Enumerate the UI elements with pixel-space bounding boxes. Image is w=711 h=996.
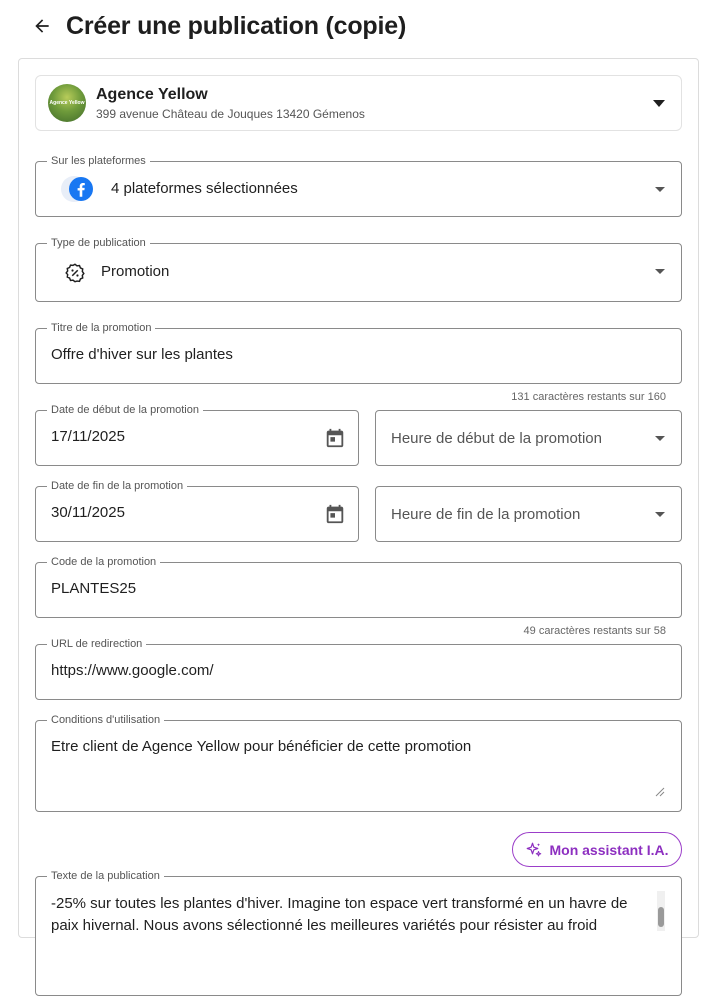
conditions-label: Conditions d'utilisation bbox=[47, 713, 164, 727]
conditions-value: Etre client de Agence Yellow pour bénéficier de cette promotion bbox=[51, 738, 472, 755]
ai-assistant-button[interactable] bbox=[512, 832, 682, 867]
location-avatar bbox=[48, 84, 86, 122]
location-dropdown-caret-icon[interactable] bbox=[653, 100, 665, 107]
post-type-label: Type de publication bbox=[47, 236, 150, 250]
promo-title-label: Titre de la promotion bbox=[47, 321, 155, 335]
post-text-textarea[interactable] bbox=[35, 870, 682, 996]
start-time-select[interactable] bbox=[375, 410, 682, 466]
promo-title-value: Offre d'hiver sur les plantes bbox=[51, 346, 233, 363]
facebook-icon bbox=[61, 175, 95, 203]
resize-handle-icon[interactable] bbox=[655, 787, 665, 797]
post-text-scroll-thumb[interactable] bbox=[658, 907, 664, 927]
sparkles-icon bbox=[525, 841, 543, 859]
calendar-icon[interactable] bbox=[324, 503, 346, 525]
end-date-field[interactable] bbox=[35, 480, 359, 542]
post-type-caret-icon bbox=[655, 269, 665, 274]
post-type-value: Promotion bbox=[101, 263, 170, 280]
promo-code-field[interactable] bbox=[35, 556, 682, 618]
back-arrow-icon[interactable] bbox=[28, 12, 56, 40]
conditions-textarea[interactable] bbox=[35, 714, 682, 812]
promo-code-value: PLANTES25 bbox=[51, 580, 137, 597]
post-type-select[interactable] bbox=[35, 237, 682, 302]
end-date-value: 30/11/2025 bbox=[51, 504, 125, 521]
end-time-placeholder: Heure de fin de la promotion bbox=[391, 506, 581, 523]
page-header bbox=[28, 8, 406, 44]
promo-code-label: Code de la promotion bbox=[47, 555, 160, 569]
location-name: Agence Yellow bbox=[96, 85, 208, 103]
location-selector[interactable] bbox=[35, 75, 682, 131]
start-date-field[interactable] bbox=[35, 404, 359, 466]
start-time-placeholder: Heure de début de la promotion bbox=[391, 430, 602, 447]
promo-code-counter: 49 caractères restants sur 58 bbox=[523, 625, 666, 637]
start-date-value: 17/11/2025 bbox=[51, 428, 125, 445]
promo-title-field[interactable] bbox=[35, 322, 682, 384]
platforms-label: Sur les plateformes bbox=[47, 154, 150, 168]
avatar-logo-text: Agence Yellow bbox=[49, 100, 85, 106]
start-date-label: Date de début de la promotion bbox=[47, 403, 203, 417]
ai-assistant-label: Mon assistant I.A. bbox=[549, 841, 669, 858]
end-time-select[interactable] bbox=[375, 486, 682, 542]
end-date-label: Date de fin de la promotion bbox=[47, 479, 187, 493]
discount-badge-icon bbox=[64, 262, 86, 284]
redirect-url-field[interactable] bbox=[35, 638, 682, 700]
redirect-url-value: https://www.google.com/ bbox=[51, 662, 214, 679]
end-time-caret-icon bbox=[655, 512, 665, 517]
promo-title-counter: 131 caractères restants sur 160 bbox=[511, 391, 666, 403]
start-time-caret-icon bbox=[655, 436, 665, 441]
post-text-label: Texte de la publication bbox=[47, 869, 164, 883]
calendar-icon[interactable] bbox=[324, 427, 346, 449]
post-text-value: -25% sur toutes les plantes d'hiver. Imagine ton espace vert transformé en un havre de paix hivernal. Nous avons sélectionné les meilleures variétés pour résister au froid bbox=[51, 895, 628, 934]
page-title: Créer une publication (copie) bbox=[66, 11, 407, 40]
platforms-caret-icon bbox=[655, 187, 665, 192]
platforms-value: 4 plateformes sélectionnées bbox=[111, 180, 298, 197]
redirect-url-label: URL de redirection bbox=[47, 637, 146, 651]
location-address: 399 avenue Château de Jouques 13420 Gémenos bbox=[96, 106, 365, 121]
platforms-select[interactable] bbox=[35, 155, 682, 217]
